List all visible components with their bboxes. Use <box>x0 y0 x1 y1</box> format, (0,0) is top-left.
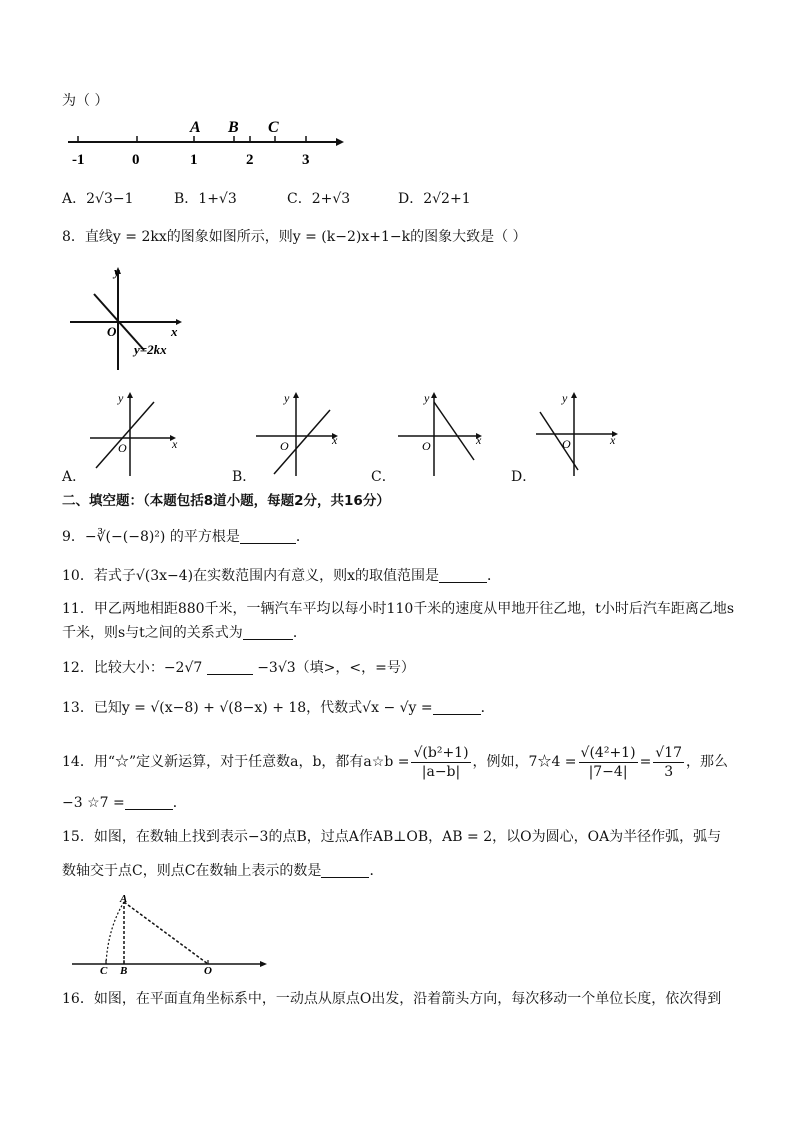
q9-text: 9．−∛(−(−8)²) 的平方根是 <box>62 529 240 545</box>
q15-segment-OA <box>124 902 208 964</box>
q7-option-d: D．2√2+1 <box>398 191 471 207</box>
q8-graph-b <box>252 388 348 480</box>
q8-graph-a <box>86 388 182 480</box>
svg-text:y: y <box>424 391 430 405</box>
q8-graph-d-line <box>540 412 578 470</box>
svg-text:O: O <box>204 965 212 977</box>
q10-text: 10．若式子√(3x−4)在实数范围内有意义，则x的取值范围是 <box>62 568 439 584</box>
section-heading: 二、填空题：（本题包括8道小题，每题2分，共16分） <box>62 493 390 509</box>
q14-blank <box>125 795 173 810</box>
svg-text:y: y <box>284 391 290 405</box>
q16: 16．如图，在平面直角坐标系中，一动点从原点O出发，沿着箭头方向，每次移动一个单位长度，依次得到 <box>62 991 722 1007</box>
q11-line1: 11．甲乙两地相距880千米，一辆汽车平均以每小时110千米的速度从甲地开往乙地，t小时后汽车距离乙地s <box>62 601 735 617</box>
q7-number-line <box>60 112 350 172</box>
q9: 9．−∛(−(−8)²) 的平方根是 ． <box>62 529 310 545</box>
q7-option-b: B．1+√3 <box>174 191 237 207</box>
q7-option-c: C．2+√3 <box>287 191 351 207</box>
q12: 12．比较大小：−2√7 −3√3（填>，<，=号） <box>62 660 415 676</box>
svg-text:O: O <box>280 439 289 453</box>
q15-arc <box>106 902 124 964</box>
q8-option-c-label: C． <box>371 469 396 485</box>
q8-graph-c <box>394 388 490 480</box>
svg-text:x: x <box>610 433 616 447</box>
q8-option-a-label: A． <box>62 469 87 485</box>
q8-main-x-label: x <box>171 324 178 339</box>
q14-fraction-definition: $\frac{\text{√(b²+1)}}{|a-b|}$ <box>413 744 469 780</box>
q14-fraction-example: $\frac{\text{√(4²+1)}}{|7-4|}$ <box>580 744 636 780</box>
q9-blank <box>240 529 296 544</box>
q7-point-A: A <box>190 119 201 136</box>
q7-option-a: A．2√3−1 <box>62 191 134 207</box>
q7-point-B: B <box>228 119 239 136</box>
q11-line2: 千米，则s与t之间的关系式为 ． <box>62 625 307 641</box>
q13: 13．已知y = √(x−8) + √(8−x) + 18，代数式√x − √y = ． <box>62 700 495 716</box>
svg-text:B: B <box>120 965 128 977</box>
q8-stem: 8．直线y = 2kx的图象如图所示，则y = (k−2)x+1−k的图象大致是（ ） <box>62 229 527 245</box>
q15-line1: 15．如图，在数轴上找到表示−3的点B，过点A作AB⊥OB，AB = 2，以O为圆心，OA为半径作弧，弧与 <box>62 829 722 845</box>
q8-main-origin: O <box>107 324 117 339</box>
q10-blank <box>439 568 487 583</box>
q12-blank <box>207 660 253 675</box>
q15-figure <box>68 888 274 978</box>
q7-tail: 为（ ） <box>62 93 109 109</box>
q7-point-C: C <box>268 119 279 136</box>
q15-blank <box>321 863 369 878</box>
q8-option-d-label: D． <box>511 469 537 485</box>
q14-fraction-result: $\frac{√17}{3}$ <box>655 744 683 780</box>
svg-text:x: x <box>172 437 178 451</box>
q7-label-1: 1 <box>190 152 198 168</box>
svg-text:O: O <box>118 441 127 455</box>
q7-label-3: 3 <box>302 152 310 168</box>
q7-label-neg1: -1 <box>72 152 85 168</box>
q7-label-0: 0 <box>132 152 140 168</box>
q7-axis-arrow <box>336 138 344 146</box>
q8-option-b-label: B． <box>232 469 257 485</box>
q8-main-graph <box>64 262 184 374</box>
svg-text:C: C <box>100 965 108 977</box>
svg-text:A: A <box>120 893 128 905</box>
q8-graph-d <box>532 388 628 480</box>
svg-text:y: y <box>118 391 124 405</box>
q14-line1: 14．用“☆”定义新运算，对于任意数a，b，都有a☆b = $\frac{\text{√(b²+1)}}{|a-b|}$ ，例如，7☆4 = $\frac{\text{√(4²+1)}}{|7-4|}$ = $\frac{√17}{3}$ ，那么 <box>62 744 729 780</box>
q15-line2: 数轴交于点C，则点C在数轴上表示的数是 ． <box>62 863 384 879</box>
svg-text:O: O <box>562 437 571 451</box>
svg-text:x: x <box>476 433 482 447</box>
svg-text:x: x <box>332 433 338 447</box>
svg-text:O: O <box>422 439 431 453</box>
q13-blank <box>433 700 481 715</box>
q10: 10．若式子√(3x−4)在实数范围内有意义，则x的取值范围是 ． <box>62 568 501 584</box>
svg-text:y: y <box>562 391 568 405</box>
q8-graph-c-line <box>434 402 474 460</box>
q14-line2: −3 ☆7 = ． <box>62 795 187 811</box>
q8-graph-a-line <box>96 402 154 468</box>
q8-main-line-label: y=2kx <box>134 342 167 357</box>
q11-blank <box>243 625 293 640</box>
q7-label-2: 2 <box>246 152 254 168</box>
q8-main-y-label: y <box>114 264 120 279</box>
